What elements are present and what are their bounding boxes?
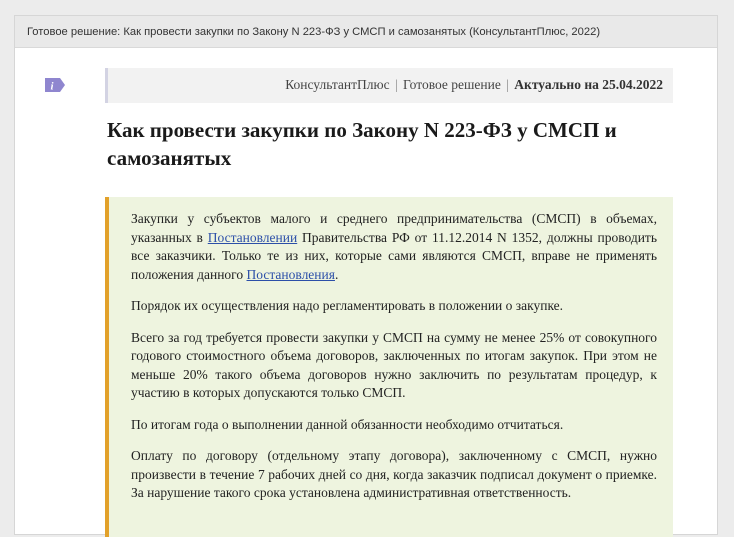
paragraph-2: Порядок их осуществления надо регламентировать в положении о закупке. [131,298,564,313]
resolution-link[interactable]: Постановлении [207,229,298,245]
paragraph-5: Оплату по договору (отдельному этапу договора), заключенному с СМСП, нужно произвести в течение 7 рабочих дней со дня, когда заказчик подписал документ о приемке. За нарушение такого срока установлена административная ответственность. [131,448,657,500]
meta-doc-type: Готовое решение [403,77,501,92]
document-meta-bar [105,68,673,103]
meta-separator: | [394,77,398,92]
info-badge-icon[interactable] [43,76,67,94]
paragraph-3: Всего за год требуется провести закупки у СМСП на сумму не менее 25% от совокупного годового стоимостного объема договоров, заключенных по итогам закупок. При этом не меньше 20% такого объема договоров нужно заключить по результатам процедур, к участию в которых допускаются только СМСП. [131,329,657,400]
document-window [14,15,718,535]
window-title: Готовое решение: Как провести закупки по Закону N 223-ФЗ у СМСП и самозанятых (КонсультантПлюс, 2022) [27,26,601,38]
svg-text:i: i [50,80,54,93]
document-heading: Как провести закупки по Закону N 223-ФЗ у СМСП и самозанятых [107,118,617,170]
meta-actual-date: Актуально на 25.04.2022 [514,77,663,92]
window-title-bar [15,16,717,48]
resolution-link-2[interactable]: Постановления [246,266,335,282]
meta-separator: | [506,77,509,92]
paragraph-4: По итогам года о выполнении данной обязанности необходимо отчитаться. [131,416,564,432]
meta-source: КонсультантПлюс [285,77,390,92]
summary-note-block [105,197,673,537]
paragraph-1: Закупки у субъектов малого и среднего предпринимательства (СМСП) в объемах, указанных в Постановлении Правительства РФ от 11.12.2014 N 1352, должны проводить все заказчики. Только те из них, которые сами являются СМСП, вправе не применять положения данного Постановления. [131,211,657,282]
